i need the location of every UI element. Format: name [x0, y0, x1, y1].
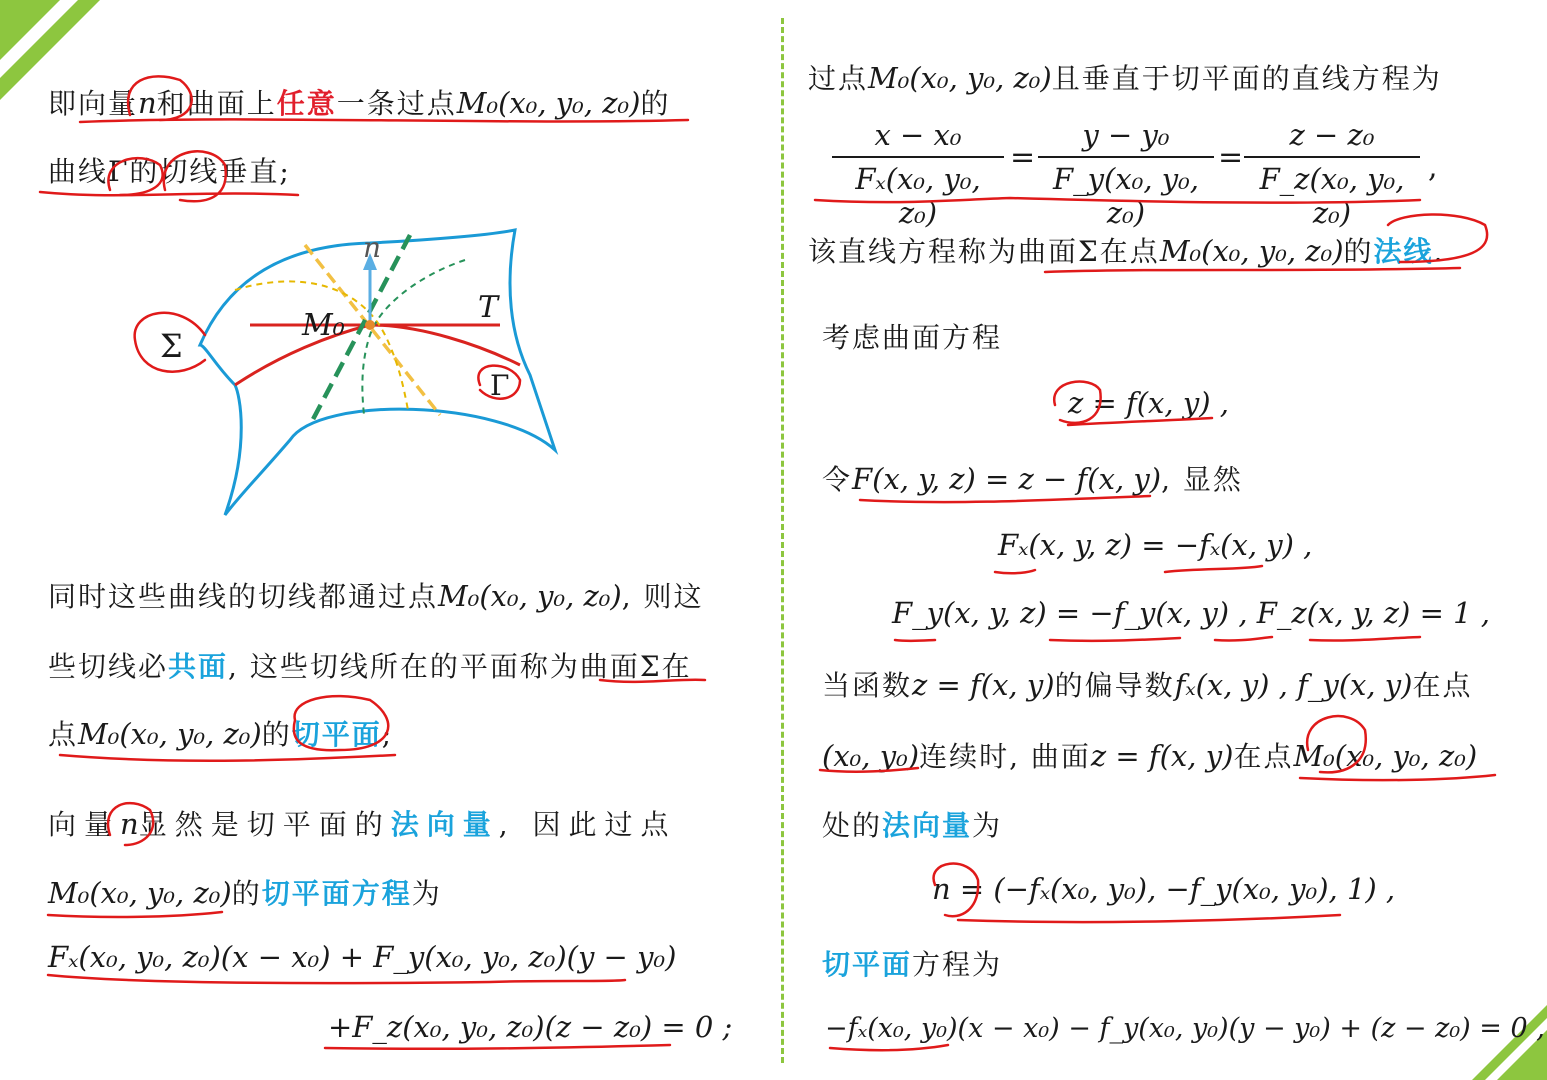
text: 显然是切平面的	[138, 808, 391, 841]
normal-vector-formula: n = (−fₓ(x₀, y₀), −f_y(x₀, y₀), 1) ,	[932, 872, 1396, 906]
label-n: n	[363, 231, 382, 264]
label-sigma: Σ	[160, 327, 183, 365]
text: 在点	[1412, 669, 1473, 702]
left-line-7	[48, 872, 442, 912]
text: 些切线必	[48, 650, 169, 683]
text: 为	[411, 877, 442, 910]
surface-function: z = f(x, y)	[912, 668, 1055, 702]
point-m0: M₀(x₀, y₀, z₀)	[438, 579, 622, 613]
left-line-5	[48, 713, 393, 753]
left-line-3	[48, 575, 704, 615]
right-line-10	[822, 804, 1002, 844]
text: 为	[972, 809, 1003, 842]
right-line-2	[808, 230, 1444, 270]
fraction-y	[1038, 118, 1214, 230]
numerator: y − y₀	[1038, 118, 1214, 158]
text: , 这些切线所在的平面称为曲面Σ在	[228, 650, 692, 683]
label-gamma: Γ	[490, 369, 510, 402]
right-line-8	[822, 664, 1473, 704]
column-divider	[781, 18, 784, 1063]
left-line-6	[48, 803, 677, 843]
point-m0: M₀(x₀, y₀, z₀)	[1159, 234, 1344, 268]
text: 同时这些曲线的切线都通过点	[48, 580, 439, 613]
denominator: F_y(x₀, y₀, z₀)	[1053, 162, 1199, 230]
point-x0y0: (x₀, y₀)	[822, 739, 920, 773]
comma: ,	[1428, 150, 1438, 185]
tangent-plane-equation-part2: +F_z(x₀, y₀, z₀)(z − z₀) = 0 ;	[328, 1010, 733, 1044]
point-m0: M₀(x₀, y₀, z₀)	[456, 86, 641, 120]
text: , 显然	[1161, 463, 1243, 496]
function-F: F(x, y, z) = z − f(x, y)	[852, 462, 1162, 496]
text: 向量	[48, 808, 121, 841]
text: 点	[48, 718, 79, 751]
dashed-curve-yellow	[235, 281, 408, 410]
emphasis-normal-vector: 法向量	[882, 809, 973, 842]
right-line-9	[822, 735, 1477, 775]
point-m0: M₀(x₀, y₀, z₀)	[1293, 739, 1478, 773]
text: .	[1433, 235, 1445, 268]
emphasis-any: 任意	[276, 87, 337, 120]
partial-Fy-Fz: F_y(x, y, z) = −f_y(x, y) , F_z(x, y, z) = 1 ,	[892, 596, 1490, 630]
left-line-2: 曲线Γ的切线垂直;	[48, 155, 291, 188]
partial-derivatives: fₓ(x, y) , f_y(x, y)	[1174, 668, 1413, 702]
text: 的	[640, 87, 671, 120]
text: ;	[381, 718, 394, 751]
emphasis-normal-vector: 法向量	[390, 808, 499, 841]
text: 的	[231, 877, 262, 910]
emphasis-tangent-plane: 切平面	[822, 948, 913, 981]
right-line-1	[808, 57, 1442, 97]
emphasis-normal-line: 法线	[1373, 235, 1434, 268]
numerator: x − x₀	[832, 118, 1004, 158]
surface-equation: z = f(x, y) ,	[1068, 386, 1229, 420]
label-T: T	[478, 290, 499, 325]
text: 处的	[822, 809, 883, 842]
label-M0: M₀	[302, 308, 345, 343]
text: 的	[261, 718, 292, 751]
equals-sign: =	[1010, 140, 1036, 175]
right-line-12	[822, 943, 1002, 983]
text: 当函数	[822, 669, 913, 702]
text: 令	[822, 463, 853, 496]
point-m0: M₀(x₀, y₀, z₀)	[868, 61, 1052, 95]
fraction-z	[1244, 118, 1420, 230]
tangent-plane-equation-part1: Fₓ(x₀, y₀, z₀)(x − x₀) + F_y(x₀, y₀, z₀)(y − y₀)	[48, 940, 677, 974]
text: 的	[1343, 235, 1374, 268]
numerator: z − z₀	[1244, 118, 1420, 158]
denominator: F_z(x₀, y₀, z₀)	[1259, 162, 1405, 230]
emphasis-coplanar: 共面	[168, 650, 229, 683]
surface-figure	[120, 225, 570, 525]
text: , 则这	[621, 580, 704, 613]
text: 该直线方程称为曲面Σ在点	[808, 235, 1160, 268]
tangent-plane-formula: −fₓ(x₀, y₀)(x − x₀) − f_y(x₀, y₀)(y − y₀) + (z − z₀) = 0 ,	[825, 1013, 1545, 1044]
vector-n: n	[120, 807, 139, 841]
text: 连续时, 曲面	[919, 740, 1091, 773]
emphasis-tangent-plane-equation: 切平面方程	[261, 877, 412, 910]
right-line-5	[822, 458, 1243, 498]
surface-function: z = f(x, y)	[1090, 739, 1234, 773]
left-line-4	[48, 645, 692, 685]
point-m0: M₀(x₀, y₀, z₀)	[78, 717, 262, 751]
text: 过点	[808, 62, 869, 95]
denominator: Fₓ(x₀, y₀, z₀)	[855, 162, 981, 230]
point-m0: M₀(x₀, y₀, z₀)	[48, 876, 232, 910]
text: 在点	[1233, 740, 1294, 773]
text: 且垂直于切平面的直线方程为	[1051, 62, 1442, 95]
text: , 因此过点	[498, 808, 677, 841]
emphasis-tangent-plane: 切平面	[291, 718, 382, 751]
text: 的偏导数	[1054, 669, 1175, 702]
vector-n: n	[138, 86, 157, 120]
text: 和曲面上	[156, 87, 277, 120]
text: 方程为	[912, 948, 1003, 981]
fraction-x	[832, 118, 1004, 230]
text: 一条过点	[336, 87, 457, 120]
partial-Fx: Fₓ(x, y, z) = −fₓ(x, y) ,	[998, 528, 1313, 562]
right-line-3: 考虑曲面方程	[822, 321, 1003, 354]
equals-sign: =	[1218, 140, 1244, 175]
text: 即向量	[48, 87, 139, 120]
left-line-1	[48, 82, 670, 122]
